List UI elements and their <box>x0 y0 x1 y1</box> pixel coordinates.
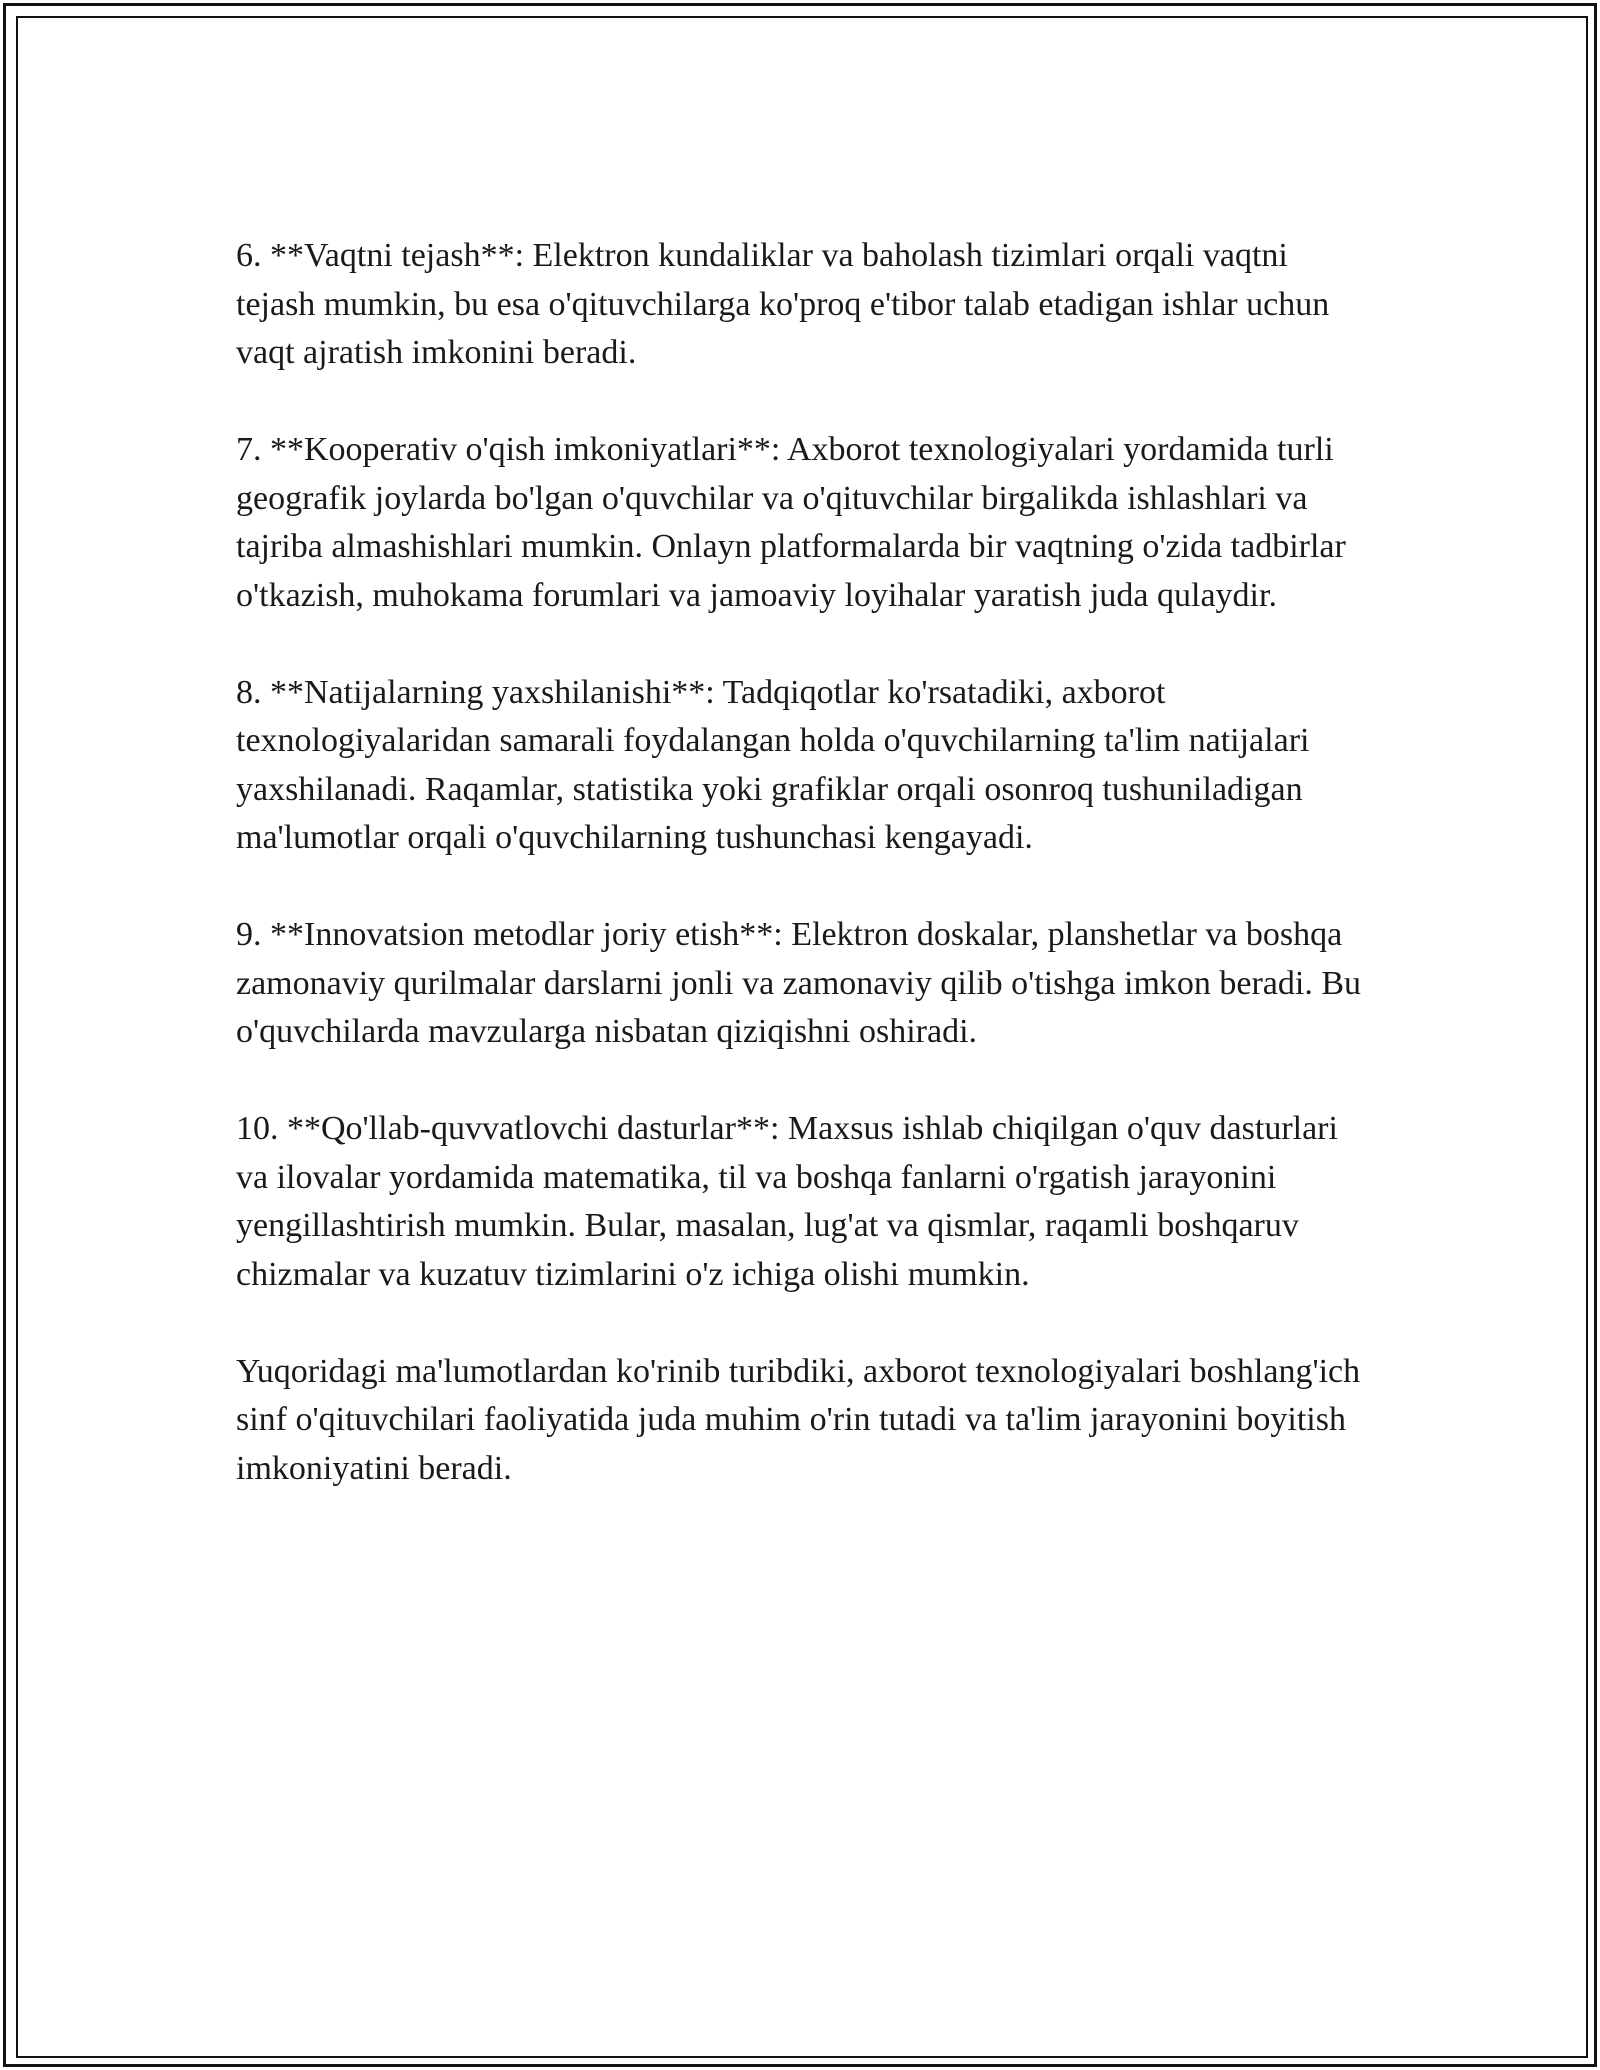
paragraph-item-8: 8. **Natijalarning yaxshilanishi**: Tadqiqotlar ko'rsatadiki, axborot texnologiyalaridan samarali foydalangan holda o'quvchilarning ta'lim natijalari yaxshilanadi. Raqamlar, statistika yoki grafiklar orqali osonroq tushuniladigan ma'lumotlar orqali o'quvchilarning tushunchasi kengayadi. <box>236 673 1310 856</box>
paragraph-item-9: 9. **Innovatsion metodlar joriy etish**: Elektron doskalar, planshetlar va boshqa zamonaviy qurilmalar darslarni jonli va zamonaviy qilib o'tishga imkon beradi. Bu o'quvchilarda mavzularga nisbatan qiziqishni oshiradi. <box>236 916 1362 1050</box>
paragraph-item-10: 10. **Qo'llab-quvvatlovchi dasturlar**: Maxsus ishlab chiqilgan o'quv dasturlari va ilovalar yordamida matematika, til va boshqa fanlarni o'rgatish jarayonini yengillashtirish mumkin. Bular, masalan, lug'at va qismlar, raqamli boshqaruv chizmalar va kuzatuv tizimlarini o'z ichiga olishi mumkin. <box>236 1110 1338 1293</box>
document-body <box>236 232 1366 1493</box>
paragraph-item-7: 7. **Kooperativ o'qish imkoniyatlari**: Axborot texnologiyalari yordamida turli geografik joylarda bo'lgan o'quvchilar va o'qituvchilar birgalikda ishlashlari va tajriba almashishlari mumkin. Onlayn platformalarda bir vaqtning o'zida tadbirlar o'tkazish, muhokama forumlari va jamoaviy loyihalar yaratish juda qulaydir. <box>236 431 1346 614</box>
paragraph-conclusion: Yuqoridagi ma'lumotlardan ko'rinib turibdiki, axborot texnologiyalari boshlang'ich sinf o'qituvchilari faoliyatida juda muhim o'rin tutadi va ta'lim jarayonini boyitish imkoniyatini beradi. <box>236 1352 1361 1487</box>
paragraph-item-6: 6. **Vaqtni tejash**: Elektron kundaliklar va baholash tizimlari orqali vaqtni tejash mumkin, bu esa o'qituvchilarga ko'proq e'tibor talab etadigan ishlar uchun vaqt ajratish imkonini beradi. <box>236 237 1330 371</box>
